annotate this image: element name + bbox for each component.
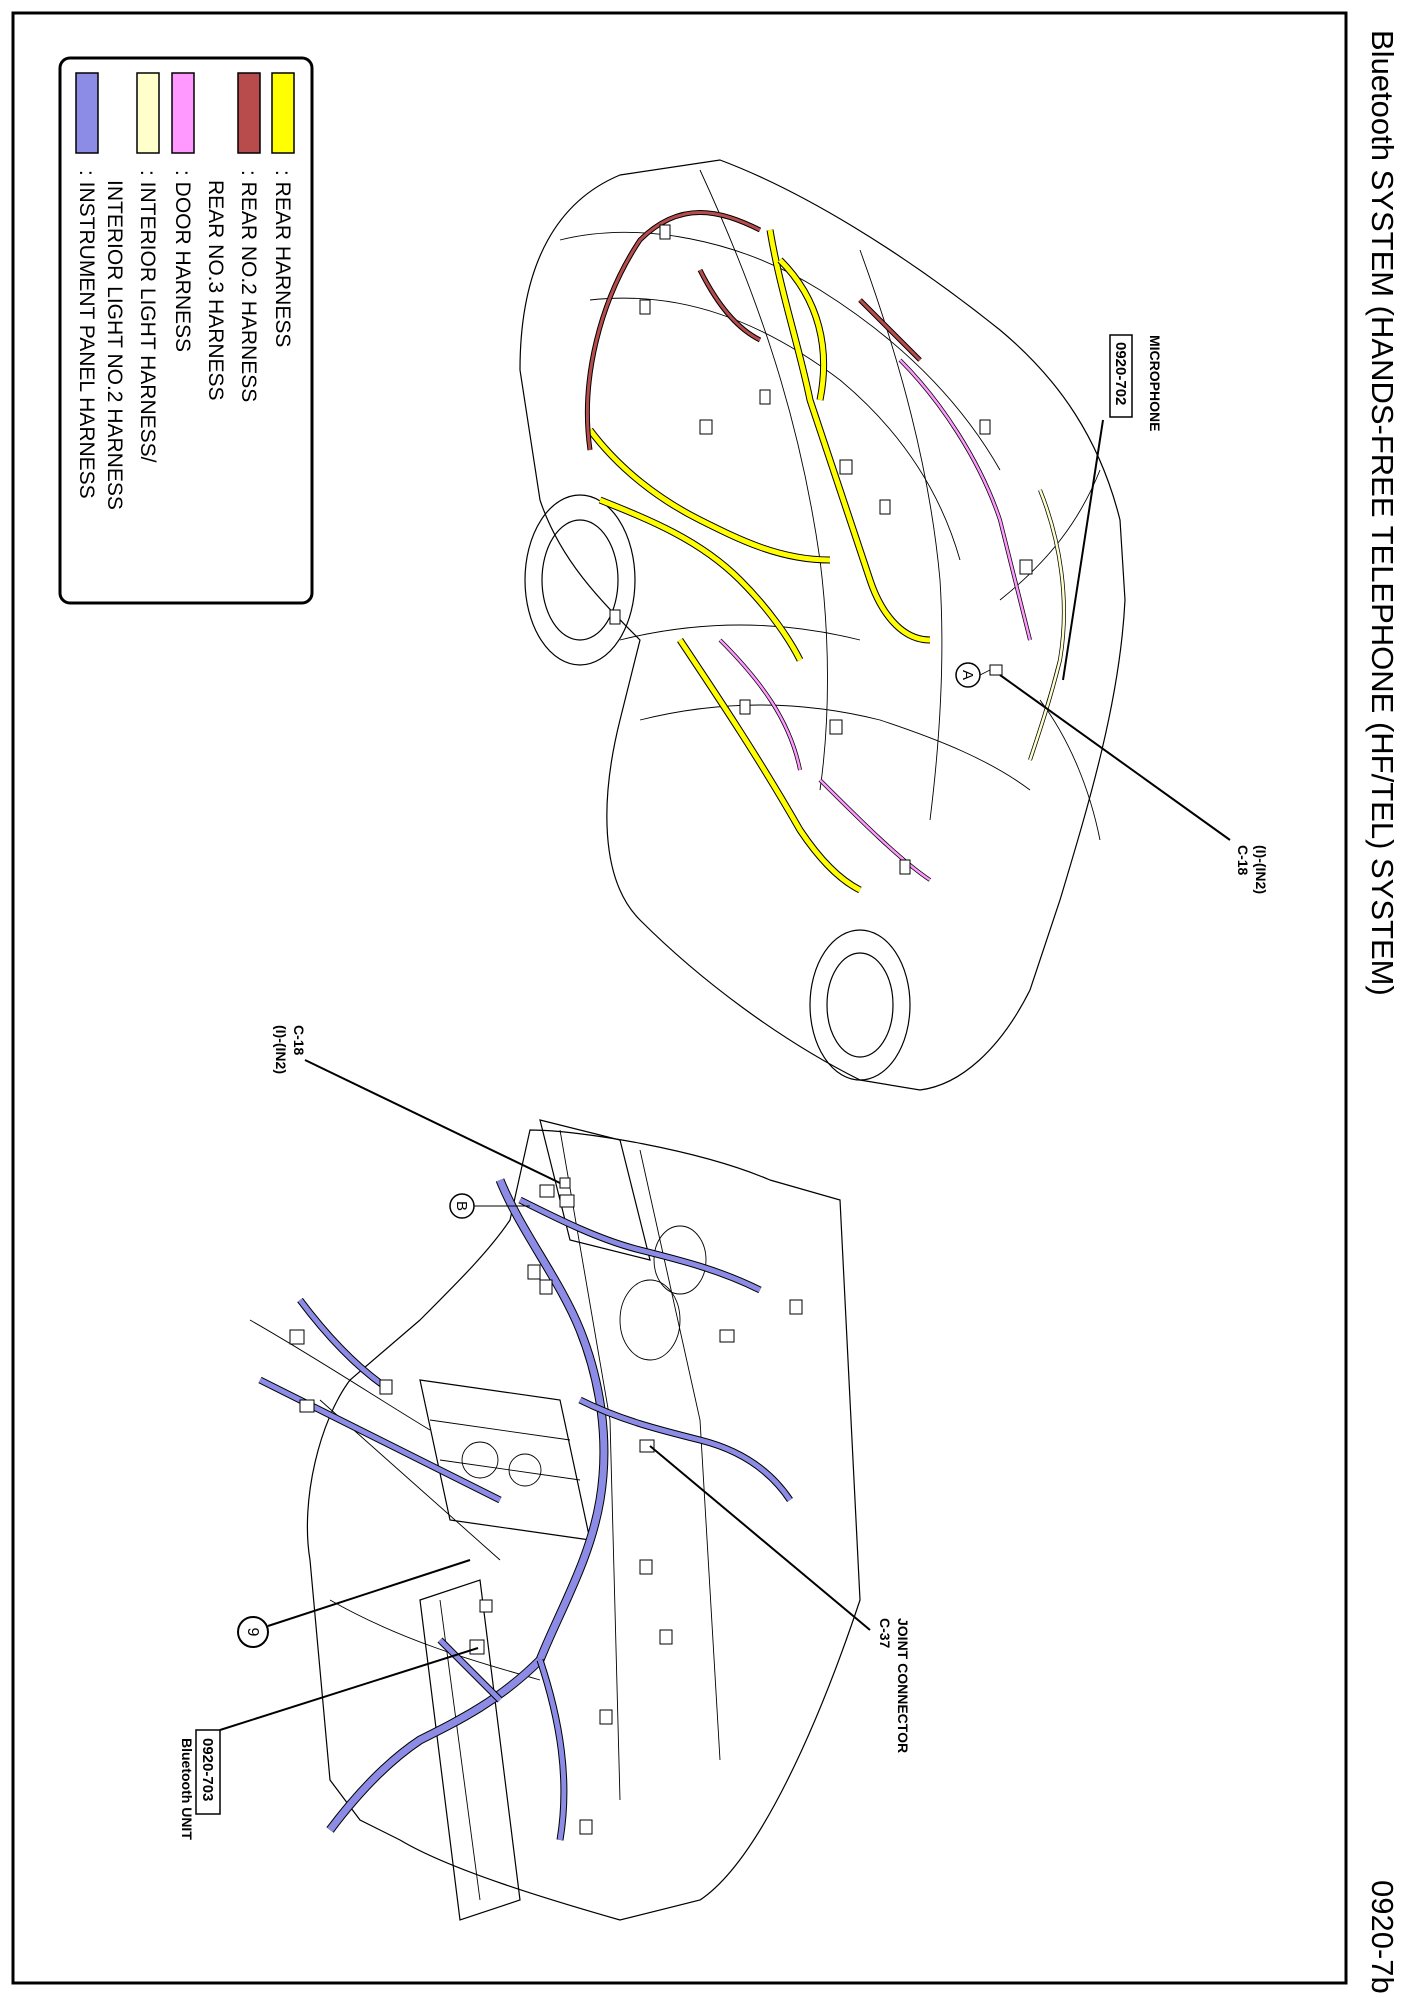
marker-9 (238, 1560, 470, 1647)
bt-ref: 0920-703 (199, 1738, 216, 1802)
bluetooth-unit-leader (220, 1648, 478, 1730)
legend-text-rear: : REAR HARNESS (271, 170, 294, 348)
c18-vehicle-line1: (I)-(IN2) (1253, 845, 1269, 894)
legend-swatch-interior-light (137, 73, 159, 153)
bt-unit-label: Bluetooth UNIT (179, 1738, 195, 1840)
legend-swatch-rear-no2 (238, 73, 260, 153)
legend-text-interior-light: : INTERIOR LIGHT HARNESS/ (136, 170, 159, 463)
marker-a (956, 663, 990, 687)
page-title: Bluetooth SYSTEM (HANDS-FREE TELEPHONE (HF/TEL) SYSTEM) (1365, 30, 1400, 996)
joint-connector-leader (650, 1446, 870, 1630)
instrument-panel-illustration (250, 1120, 860, 1920)
joint-connector-line1: JOINT CONNECTOR (895, 1618, 911, 1754)
c18-connector-vehicle (990, 665, 1002, 675)
door-harness-wires (720, 360, 1030, 880)
legend-text-interior-light-no2: INTERIOR LIGHT NO.2 HARNESS (103, 180, 126, 510)
legend-swatch-door (172, 73, 194, 153)
joint-connector-line2: C-37 (877, 1618, 893, 1649)
legend-text-door: : DOOR HARNESS (171, 170, 194, 353)
bt-unit-connector (470, 1640, 484, 1654)
microphone-label: MICROPHONE (1147, 335, 1163, 432)
legend-text-rear-no3: REAR NO.3 HARNESS (204, 180, 227, 401)
c18-leader-vehicle (1000, 675, 1230, 840)
microphone-leader (1063, 420, 1103, 680)
c18-panel-line1: C-18 (291, 1025, 307, 1056)
bluetooth-unit-callout (179, 1648, 478, 1840)
legend-text-rear-no2: : REAR NO.2 HARNESS (237, 170, 260, 403)
interior-light-harness-wires (1030, 490, 1064, 760)
legend-text-instrument-panel: : INSTRUMENT PANEL HARNESS (75, 170, 98, 499)
marker-b-label: B (453, 1200, 470, 1212)
rear-harness-wires (590, 230, 930, 890)
c18-panel-leader (305, 1060, 560, 1183)
c18-connector-panel (560, 1178, 570, 1188)
c37-joint-connector (640, 1440, 654, 1452)
rear-no2-harness-wires (587, 213, 920, 451)
legend-swatch-instrument-panel (76, 73, 98, 153)
c18-panel-line2: (I)-(IN2) (273, 1025, 289, 1074)
c18-callout-panel (273, 1025, 560, 1183)
c18-vehicle-line2: C-18 (1235, 845, 1251, 876)
marker-9-label: 9 (244, 1627, 261, 1637)
page-code: 0920-7b (1365, 1880, 1400, 1994)
legend-swatch-rear (272, 73, 294, 153)
microphone-callout (1063, 335, 1163, 680)
c18-callout-vehicle (1000, 675, 1269, 894)
microphone-ref: 0920-702 (1112, 342, 1129, 406)
instrument-panel-harness-wires (260, 1180, 790, 1840)
marker-a-label: A (959, 669, 976, 681)
harness-legend (60, 58, 312, 603)
